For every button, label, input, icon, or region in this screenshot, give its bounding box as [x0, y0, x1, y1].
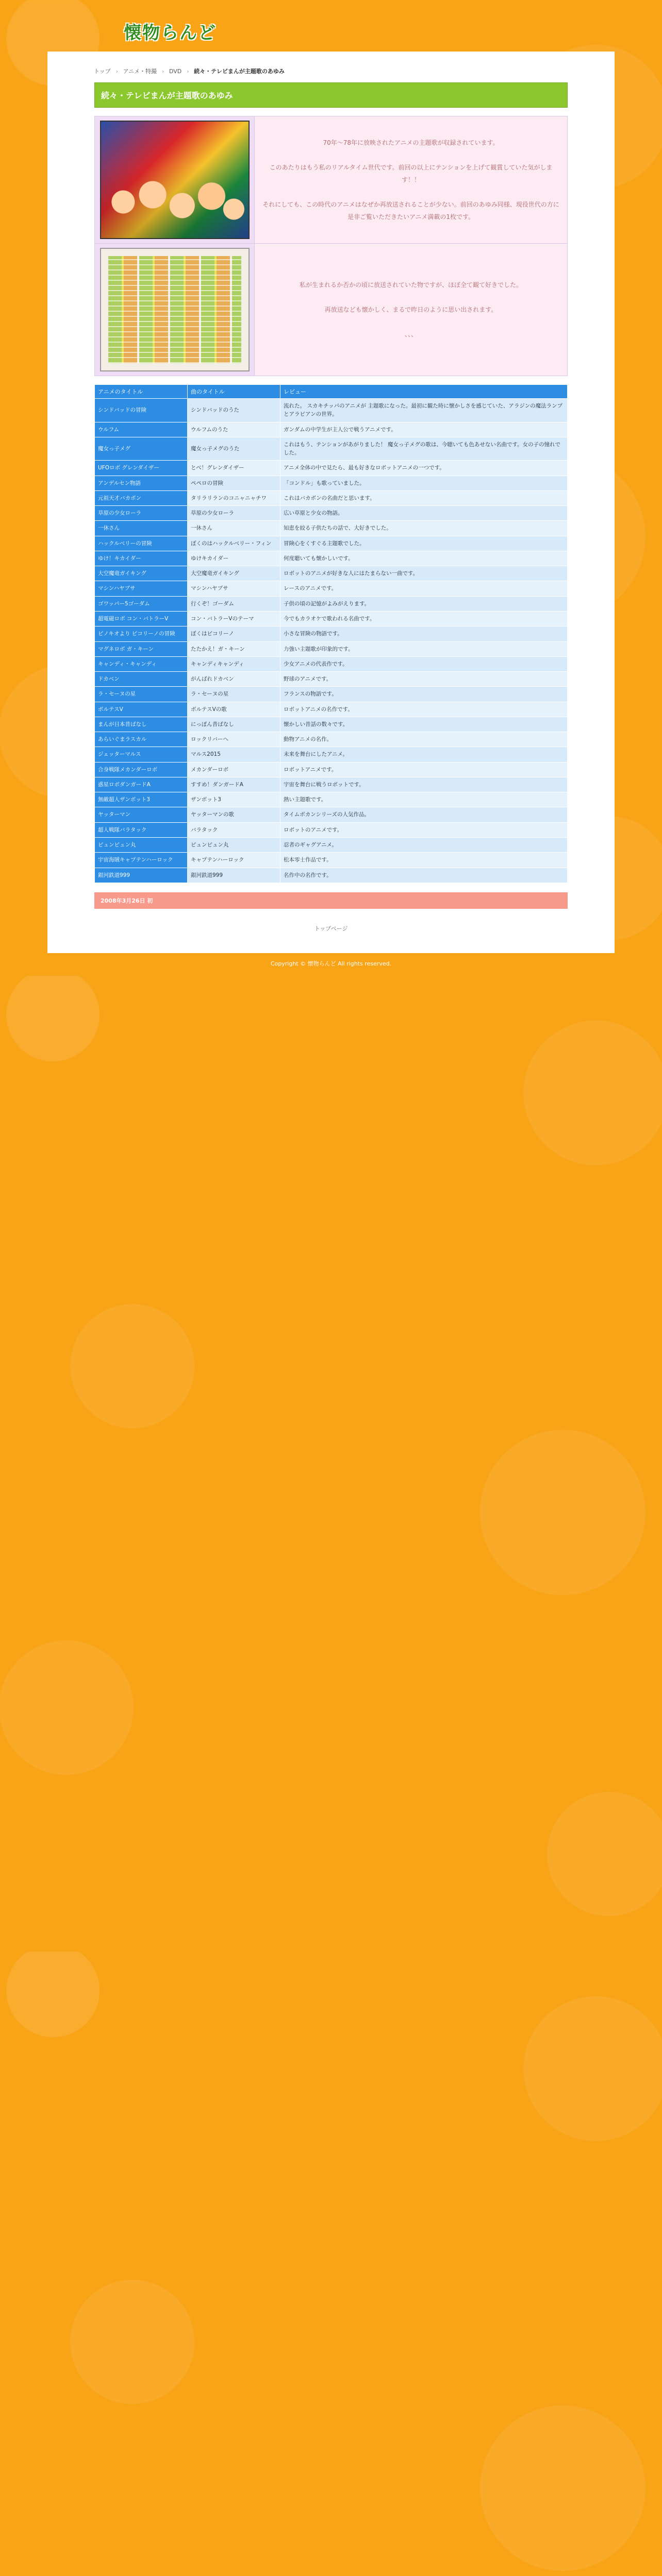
page-title: 続々・テレビまんが主題歌のあゆみ: [94, 82, 568, 108]
table-row: [95, 536, 568, 551]
table-row: [95, 611, 568, 626]
review-cell: アニメ全体の中で見たら、最も好きなロボットアニメの一つです。: [280, 461, 568, 476]
anime-title-cell: ピュンピュン丸: [95, 837, 188, 852]
song-title-cell: ラ・セーヌの星: [188, 687, 280, 702]
breadcrumb: [47, 62, 615, 82]
dvd-back-cell: [95, 244, 255, 376]
table-row: [95, 717, 568, 732]
review-cell: 熱い主題歌です。: [280, 792, 568, 807]
song-list-table: [94, 384, 568, 883]
song-title-cell: キャプテンハーロック: [188, 853, 280, 868]
breadcrumb-separator: ›: [162, 68, 164, 75]
song-title-cell: ぼくはピコリーノ: [188, 626, 280, 641]
table-row: [95, 476, 568, 490]
anime-title-cell: ヤッターマン: [95, 807, 188, 822]
intro-table: [94, 116, 568, 376]
table-row: [95, 687, 568, 702]
intro-text-2: 私が生まれるか否かの頃に放送されていた物ですが、ほぼ全て観て好きでした。 再放送なども懐かしく、まるで昨日のように思い出されます。 、、、: [255, 244, 568, 376]
anime-title-cell: ピノキオより ピコリーノの冒険: [95, 626, 188, 641]
table-row: [95, 626, 568, 641]
song-title-cell: 草原の少女ローラ: [188, 506, 280, 521]
table-row: [95, 437, 568, 461]
table-row: [95, 490, 568, 505]
anime-title-cell: マシンハヤブサ: [95, 581, 188, 596]
song-title-cell: ザンボット3: [188, 792, 280, 807]
table-row: [95, 422, 568, 437]
dvd-front-characters: [101, 166, 249, 238]
song-title-cell: タリラリランのコニャニャチワ: [188, 490, 280, 505]
copyright: Copyright © 懐物らんど All rights reserved.: [270, 960, 392, 967]
song-title-cell: ぼくのはハックルベリー・フィン: [188, 536, 280, 551]
table-row: [95, 596, 568, 611]
review-cell: 懐かしい昔話の数々です。: [280, 717, 568, 732]
song-title-cell: ペペロの冒険: [188, 476, 280, 490]
song-title-cell: がんばれドカベン: [188, 672, 280, 687]
song-title-cell: すすめ！ダンガードA: [188, 777, 280, 792]
table-row: [95, 506, 568, 521]
song-title-cell: シンドバッドのうた: [188, 399, 280, 422]
review-cell: 少女アニメの代表作です。: [280, 656, 568, 671]
breadcrumb-item-anime[interactable]: アニメ・特撮: [123, 68, 157, 75]
review-cell: 子供の頃の記憶がよみがえります。: [280, 596, 568, 611]
song-title-cell: 大空魔竜ガイキング: [188, 566, 280, 581]
breadcrumb-current: 続々・テレビまんが主題歌のあゆみ: [194, 68, 285, 75]
table-row: [95, 837, 568, 852]
song-title-cell: ヤッターマンの歌: [188, 807, 280, 822]
review-cell: 野球のアニメです。: [280, 672, 568, 687]
table-row: [95, 853, 568, 868]
review-cell: タイムボカンシリーズの人気作品。: [280, 807, 568, 822]
breadcrumb-item-top[interactable]: トップ: [94, 68, 111, 75]
review-cell: 宇宙を舞台に戦うロボットです。: [280, 777, 568, 792]
table-row: [95, 868, 568, 883]
song-title-cell: マシンハヤブサ: [188, 581, 280, 596]
table-row: [95, 822, 568, 837]
date-bar: 2008年3月26日 初: [94, 892, 568, 909]
review-cell: ガンダムの中学生が主人公で戦うアニメです。: [280, 422, 568, 437]
review-cell: ロボットアニメです。: [280, 762, 568, 777]
review-cell: 松本零士作品です。: [280, 853, 568, 868]
header-song-title: 曲のタイトル: [188, 385, 280, 399]
song-title-cell: 一休さん: [188, 521, 280, 536]
footer-nav[interactable]: トップページ: [314, 925, 348, 932]
intro-text-1: 70年〜78年に放映されたアニメの主題歌が収録されています。 このあたりはもう私のリアルタイム世代です。前回の以上にテンションを上げて観賞していた気がします！！ それにしても、この時代のアニメはなぜか再放送されることが少ない。前回のあゆみ同様、現役世代の方に是非ご覧いただきたいアニメ満載の1枚です。: [255, 116, 568, 244]
review-cell: 未来を舞台にしたアニメ。: [280, 747, 568, 762]
song-title-cell: 行くぞ！ゴーダム: [188, 596, 280, 611]
anime-title-cell: まんが日本昔ばなし: [95, 717, 188, 732]
anime-title-cell: あらいぐまラスカル: [95, 732, 188, 747]
anime-title-cell: 超人戦隊バラタック: [95, 822, 188, 837]
anime-title-cell: 合身戦隊メカンダーロボ: [95, 762, 188, 777]
table-row: [95, 807, 568, 822]
song-title-cell: ウルフムのうた: [188, 422, 280, 437]
anime-title-cell: 銀河鉄道999: [95, 868, 188, 883]
table-row: [95, 732, 568, 747]
review-cell: レースのアニメです。: [280, 581, 568, 596]
review-cell: ロボットのアニメが好きな人にはたまらない一曲です。: [280, 566, 568, 581]
site-logo[interactable]: 懐物らんど: [124, 23, 217, 43]
song-title-cell: ボルテスVの歌: [188, 702, 280, 717]
breadcrumb-separator: ›: [187, 68, 189, 75]
anime-title-cell: マグネロボ ガ・キーン: [95, 641, 188, 656]
anime-title-cell: 大空魔竜ガイキング: [95, 566, 188, 581]
table-row: [95, 461, 568, 476]
table-row: [95, 566, 568, 581]
anime-title-cell: 惑星ロボダンガードA: [95, 777, 188, 792]
review-cell: 力強い主題歌が印象的です。: [280, 641, 568, 656]
anime-title-cell: ゆけ！キカイダー: [95, 551, 188, 566]
anime-title-cell: 超電磁ロボ コン・バトラーV: [95, 611, 188, 626]
dvd-front-cell: [95, 116, 255, 244]
anime-title-cell: キャンディ・キャンディ: [95, 656, 188, 671]
breadcrumb-separator: ›: [115, 68, 119, 75]
header-review: レビュー: [280, 385, 568, 399]
table-row: [95, 551, 568, 566]
review-cell: 忍者のギャグアニメ。: [280, 837, 568, 852]
anime-title-cell: ウルフム: [95, 422, 188, 437]
song-title-cell: ゆけキカイダー: [188, 551, 280, 566]
anime-title-cell: ドカベン: [95, 672, 188, 687]
review-cell: これはもう、テンションがあがりました！ 魔女っ子メグの歌は、今聴いても色あせない名曲です。女の子の憧れでした。: [280, 437, 568, 461]
table-row: [95, 656, 568, 671]
site-header: [0, 0, 662, 52]
anime-title-cell: 魔女っ子メグ: [95, 437, 188, 461]
song-list-body: [95, 399, 568, 883]
breadcrumb-item-dvd[interactable]: DVD: [169, 68, 182, 75]
song-title-cell: バラタック: [188, 822, 280, 837]
anime-title-cell: UFOロボ グレンダイザー: [95, 461, 188, 476]
anime-title-cell: ボルテスV: [95, 702, 188, 717]
review-cell: 名作中の名作です。: [280, 868, 568, 883]
anime-title-cell: 元祖天才バカボン: [95, 490, 188, 505]
header-anime-title: アニメのタイトル: [95, 385, 188, 399]
table-row: [95, 777, 568, 792]
table-row: [95, 792, 568, 807]
anime-title-cell: ラ・セーヌの星: [95, 687, 188, 702]
anime-title-cell: シンドバッドの冒険: [95, 399, 188, 422]
table-row: [95, 641, 568, 656]
anime-title-cell: ゴワッパー5ゴーダム: [95, 596, 188, 611]
song-title-cell: 魔女っ子メグのうた: [188, 437, 280, 461]
review-cell: 冒険心をくすぐる主題歌でした。: [280, 536, 568, 551]
dvd-back-lines: [108, 256, 241, 363]
dvd-front-cover-image: [100, 121, 250, 239]
review-cell: 動物アニメの名作。: [280, 732, 568, 747]
song-title-cell: にっぽん昔ばなし: [188, 717, 280, 732]
table-row: [95, 702, 568, 717]
table-row: [95, 747, 568, 762]
song-title-cell: ロックリバーへ: [188, 732, 280, 747]
table-row: [95, 581, 568, 596]
review-cell: 今でもカラオケで歌われる名曲です。: [280, 611, 568, 626]
review-cell: フランスの物語です。: [280, 687, 568, 702]
review-cell: ロボットアニメの名作です。: [280, 702, 568, 717]
song-title-cell: キャンディキャンディ: [188, 656, 280, 671]
anime-title-cell: 一休さん: [95, 521, 188, 536]
review-cell: 知恵を絞る子供たちの話で、大好きでした。: [280, 521, 568, 536]
anime-title-cell: 宇宙海賊キャプテンハーロック: [95, 853, 188, 868]
review-cell: 「コンドル」も歌っていました。: [280, 476, 568, 490]
table-row: [95, 399, 568, 422]
main-content: [94, 82, 568, 909]
song-title-cell: 銀河鉄道999: [188, 868, 280, 883]
song-title-cell: とべ！グレンダイザー: [188, 461, 280, 476]
review-cell: 流れた。 スカキチッパのアニメが 主題歌になった。最初に観た時に懐かしさを感じていた、アラジンの魔法ランプとアラビアンの世界。: [280, 399, 568, 422]
anime-title-cell: 無敵超人ザンボット3: [95, 792, 188, 807]
song-title-cell: マルス2015: [188, 747, 280, 762]
anime-title-cell: ジェッターマルス: [95, 747, 188, 762]
review-cell: 何度聴いても懐かしいです。: [280, 551, 568, 566]
table-row: [95, 521, 568, 536]
review-cell: これはバカボンの名曲だと思います。: [280, 490, 568, 505]
dvd-back-cover-image: [100, 248, 250, 371]
review-cell: ロボットのアニメです。: [280, 822, 568, 837]
review-cell: 小さな冒険の物語です。: [280, 626, 568, 641]
anime-title-cell: ハックルベリーの冒険: [95, 536, 188, 551]
song-title-cell: ピュンピュン丸: [188, 837, 280, 852]
anime-title-cell: 草原の少女ローラ: [95, 506, 188, 521]
content-container: [47, 52, 615, 953]
song-title-cell: コン・バトラーVのテーマ: [188, 611, 280, 626]
review-cell: 広い草原と少女の物語。: [280, 506, 568, 521]
table-row: [95, 672, 568, 687]
song-title-cell: メカンダーロボ: [188, 762, 280, 777]
table-row: [95, 762, 568, 777]
song-title-cell: たたかえ！ガ・キーン: [188, 641, 280, 656]
anime-title-cell: アンデルセン物語: [95, 476, 188, 490]
